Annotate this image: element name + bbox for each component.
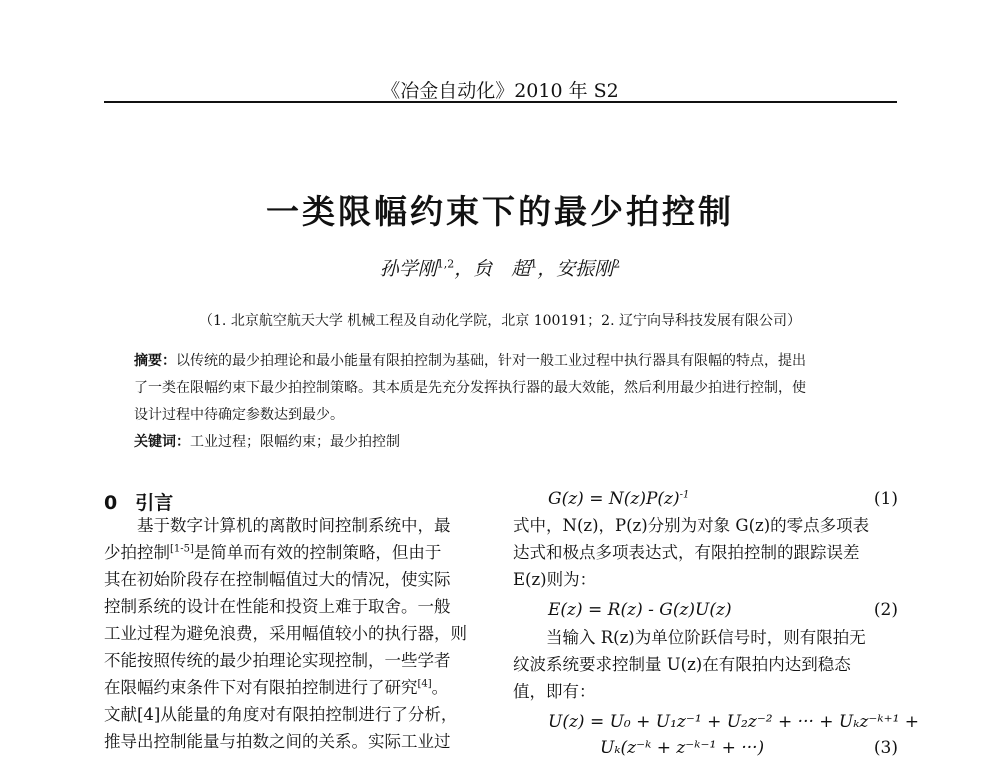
citation-mark: [1-5] [170, 543, 194, 555]
keywords-text: 工业过程；限幅约束；最少拍控制 [190, 434, 400, 450]
body-text: 在限幅约束条件下对有限拍控制进行了研究 [104, 678, 418, 697]
body-line: 当输入 R(z)为单位阶跃信号时，则有限拍无 [513, 628, 866, 647]
author-separator: ， [454, 258, 474, 280]
body-line [104, 678, 482, 698]
body-line: 基于数字计算机的离散时间控制系统中，最 [104, 516, 451, 535]
body-line: 推导出控制能量与拍数之间的关系。实际工业过 [104, 732, 451, 751]
citation-mark: [4] [417, 678, 432, 690]
running-header: 《冶金自动化》2010 年 S2 [381, 80, 619, 102]
body-line: 文献[4]从能量的角度对有限拍控制进行了分析， [104, 705, 458, 724]
equation-number: (3) [873, 738, 898, 758]
abstract-line: 了一类在限幅约束下最少拍控制策略。其本质是先充分发挥执行器的最大效能，然后利用最少拍进行控制，使 [134, 380, 806, 396]
equation-exponent: -1 [679, 489, 690, 501]
body-line: 控制系统的设计在性能和投资上难于取舍。一般 [104, 597, 451, 616]
body-line [104, 543, 482, 563]
author-affil-mark: 1 [530, 257, 538, 271]
abstract-line [134, 350, 806, 370]
header-rule [104, 101, 897, 103]
equation-3-line-1: U(z) = U₀ + U₁z⁻¹ + U₂z⁻² + ··· + Uₖz⁻ᵏ⁺¹ + [548, 712, 920, 732]
body-line: 值，即有： [513, 682, 596, 701]
body-line: 纹波系统要求控制量 U(z)在有限拍内达到稳态 [513, 655, 851, 674]
equation-number: (1) [873, 489, 898, 509]
section-title: 引言 [135, 492, 174, 514]
equation-1 [548, 489, 689, 509]
body-text: 。 [431, 678, 449, 697]
equation-3-line-2: Uₖ(z⁻ᵏ + z⁻ᵏ⁻¹ + ···) [600, 738, 765, 758]
author-separator: ， [537, 258, 557, 280]
author-name: 贠 超 [473, 258, 531, 280]
author-list [0, 254, 1000, 281]
keywords-label: 关键词： [134, 434, 190, 450]
body-text: 是简单而有效的控制策略，但由于 [193, 543, 442, 562]
body-text: 少拍控制 [104, 543, 170, 562]
section-number: 0 [104, 492, 118, 514]
abstract-text: 以传统的最少拍理论和最小能量有限拍控制为基础，针对一般工业过程中执行器具有限幅的特点，提出 [176, 353, 806, 369]
affiliation: （1. 北京航空航天大学 机械工程及自动化学院，北京 100191；2. 辽宁向导科技发展有限公司） [199, 313, 801, 329]
equation-number: (2) [873, 600, 898, 620]
body-line: 式中，N(z)，P(z)分别为对象 G(z)的零点多项表 [513, 516, 870, 535]
equation-expr: G(z) = N(z)P(z) [548, 489, 680, 509]
body-line: 其在初始阶段存在控制幅值过大的情况，使实际 [104, 570, 451, 589]
paper-title: 一类限幅约束下的最少拍控制 [266, 192, 734, 231]
body-line: 达式和极点多项表达式，有限拍控制的跟踪误差 [513, 543, 860, 562]
abstract-line: 设计过程中待确定参数达到最少。 [134, 407, 344, 423]
section-heading [104, 488, 173, 515]
abstract-label: 摘要： [134, 353, 176, 369]
body-line: 不能按照传统的最少拍理论实现控制，一些学者 [104, 651, 451, 670]
body-line: E(z)则为： [513, 570, 597, 589]
author-affil-mark: 1,2 [436, 257, 455, 271]
author-name: 安振刚 [556, 258, 614, 280]
equation-2: E(z) = R(z) - G(z)U(z) [548, 600, 732, 620]
author-name: 孙学刚 [379, 258, 437, 280]
body-line: 工业过程为避免浪费，采用幅值较小的执行器，则 [104, 624, 467, 643]
author-affil-mark: 2 [613, 257, 621, 271]
keywords-line [134, 431, 400, 451]
